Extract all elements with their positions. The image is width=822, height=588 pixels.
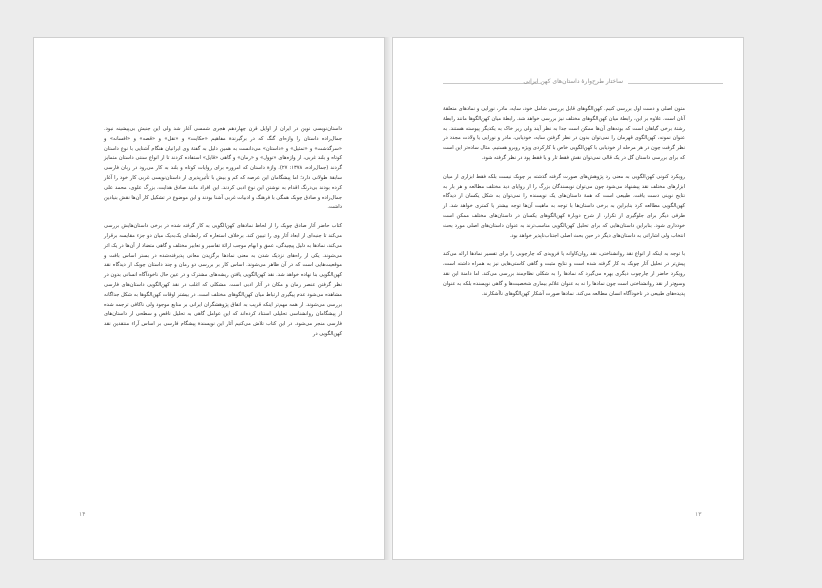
running-head-title: ساختار طرح‌وارهٔ داستان‌های کهن ایرانی: [523, 78, 623, 85]
right-paragraph-2: رویکرد کنونی کهن‌الگویی به معنی رد پژوهش‌های صورت گرفته گذشته بر چوبک نیست بلکه فقط ابزاری از میان ابزارهای مختلف نقد پیشنهاد می‌شود چون می‌توان نویسندگان بزرگ را از زوایای دید مختلف مطالعه و هر بار به نتایج نوینی دست یافت. طبیعی است که همهٔ داستان‌های یک نویسنده را نمی‌توان به شکل یکسان از دیدگاه کهن‌الگویی مطالعه کرد بنابراین به برخی داستان‌ها با توجه به ماهیت آن‌ها توجه بیشتر یا کمتری خواهد شد. از طرفی دیگر برای جلوگیری از تکرار، از شرح دوبارهٔ کهن‌الگوهای یکسان در داستان‌های مختلف ممکن است خودداری شود. بنابراین داستان‌هایی که برای تحلیل کهن‌الگویی مناسب‌ترند به عنوان داستان‌های اصلی مورد بحث انتخاب ولی اشاراتی به داستان‌های دیگر در حین بحث اصلی اجتناب‌ناپذیر خواهد بود.: [443, 173, 685, 239]
right-paragraph-1: متون اصلی و دست اول بررسی کنیم. کهن‌الگوهای قابل بررسی شامل خود، سایه، مادر، نوزایی و نمادهای متعلقهٔ آنان است. علاوه بر این، رابطهٔ میان کهن‌الگوهای مختلف نیز بررسی خواهد شد. رابطهٔ میان کهن‌الگوها مانند رابطهٔ رشتهٔ برخی گیاهان است که بوته‌های آن‌ها ممکن است جدا به نظر آیند ولی زیر خاک به یکدیگر پیوسته هستند. به عنوان نمونه، کهن‌الگوی قهرمان را نمی‌توان بدون در نظر گرفتن سایه، خودیابی، مادر و نوزایی یا ولادت مجدد در نظر گرفت چون در هر مرحله از خودیابی با کهن‌الگویی خاص با کارکردی ویژه روبرو هستیم. مثال ساده‌تر این است که برای بررسی داستان گل در یک قالی نمی‌توان نقش فقط تار و یا فقط پود در نظر گرفته شود.: [443, 106, 685, 161]
right-page: [392, 37, 744, 560]
right-page-number: ۱۳: [695, 511, 702, 518]
left-page-body: [104, 125, 342, 349]
running-head-rule-right: [628, 83, 723, 84]
right-paragraph-3: با توجه به اینکه از انواع نقد روانشناختی، نقد روان‌کاوانه یا فرویدی که چارچوبی را برای تفسیر نمادها ارائه می‌کند پیش‌تر در تحلیل آثار چوبک به کار گرفته شده است و نتایج مثبت و گاهی کاستی‌هایی نیز به همراه داشته است، رویکرد حاضر از چارچوب دیگری بهره می‌گیرد که نمادها را به شکلی نظام‌مند بررسی می‌کند. اما دامنهٔ این نقد وسیع‌تر از نقد روانشناختی است چون نمادها را نه به عنوان علائم بیماری شخصیت‌ها و گاهی نویسنده بلکه به عنوان پدیده‌های طبیعی در ناخودآگاه انسان مطالعه می‌کند. نمادها صورت آشکار کهن‌الگوهای ناآشکارند.: [443, 251, 685, 297]
running-head: [443, 78, 723, 90]
book-gutter: [385, 37, 392, 560]
left-page: [33, 37, 385, 560]
left-paragraph-1: داستان‌نویسی نوین در ایران از اوایل قرن چهاردهم هجری شمسی آغاز شد ولی این جنبش بی‌پیشینه نبود. جمال‌زاده داستان را واژه‌ای گنگ که در برگیرندهٔ مفاهیم «حکایت» و «نقل» و «قصه» و «افسانه» و «سرگذشت» و «تمثیل» و «داستان» می‌دانست به همین دلیل به گفتهٔ وی ایرانیان هنگام آشنایی با نوع داستان کوتاه و بلند غربی، از واژه‌های «نوول» و «رمان» و گاهی «قایل» استفاده کردند تا از انواع سنتی داستان متمایز گردند (جمال‌زاده، ۱۳۷۸: ۲۷). واژهٔ داستان که امروزه برای روایات کوتاه و بلند به کار می‌رود در زبان فارسی سابقهٔ طولانی دارد؛ اما پیشگامان این عرصه که کم و بیش با تأثیرپذیری از داستان‌نویسی غربی کار خود را آغاز کرده بودند بی‌درنگ اقدام به نوشتن این نوع ادبی کردند. این افراد مانند صادق هدایت، بزرگ علوی، محمد علی جمال‌زاده و صادق چوبک همگی با فرهنگ و ادبیات غربی آشنا بودند و این موضوع در تشکیل کار آن‌ها نقش بنیادین داشت.: [104, 126, 342, 211]
left-paragraph-2: کتاب حاضر آثار صادق چوبک را از لحاظ نمادهای کهن‌الگویی به کار گرفته شده در برخی داستان‌هایش بررسی می‌کند تا جنبه‌ای از ابعاد آثار وی را تبیین کند. برخلاف استعاره که رابطه‌ای یک‌به‌یک میان دو جزء مقایسه برقرار می‌کند، نمادها به دلیل پیچیدگی، عمق و ابهام موجب ارائهٔ تفاسیر و تعابیر مختلف و گاهی متضاد از آن‌ها در یک اثر می‌شوند. یکی از راه‌های نزدیک شدن به معنی نمادها برگزیدن معانی پذیرفته‌شده در بستر اساس بافت و موقعیت‌هایی است که در آن ظاهر می‌شوند. اساس کار بر بررسی دو رمان و چند داستان چوبک از دیدگاه نقد کهن‌الگویی بنا نهاده خواهد شد. نقد کهن‌الگویی یافتن ریشه‌های مشترک و در عین حال ناخودآگاه انسانی بدون در نظر گرفتن عنصر زمان و مکان در آثار ادبی است. مشکلی که اغلب در نقد کهن‌الگویی داستان‌های فارسی مشاهده می‌شود عدم پیگیری ارتباط میان کهن‌الگوهای مختلف است. در بیشتر اوقات کهن‌الگوها به شکل جداگانه بررسی می‌شوند. از همه مهم‌تر اینکه قریب به اتفاق پژوهشگران ایرانی بر منابع موجود ولی ناکافی ترجمه شده از پیشگامان روانشناسی تحلیلی استناد کرده‌اند که این عوامل گاهی به تحلیل ناقص و سطحی از داستان‌های فارسی منجر می‌شود. در این کتاب تلاش می‌کنیم آثار این نویسندهٔ پیشگام فارسی بر اساس آراء منتقدین نقد کهن‌الگویی در: [104, 223, 342, 337]
right-page-body: [443, 105, 685, 308]
left-page-number: ۱۴: [79, 511, 86, 518]
